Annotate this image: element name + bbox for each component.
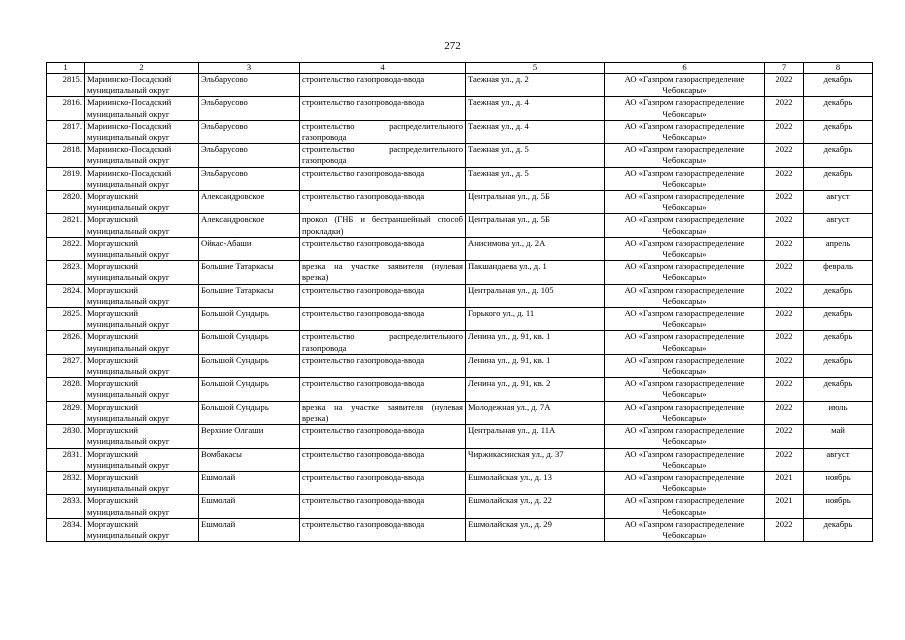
row-number-cell: 2833.	[47, 495, 85, 518]
work-type-cell: строительство газопровода-ввода	[300, 191, 466, 214]
district-cell: Моргаушский муниципальный округ	[85, 331, 199, 354]
table-row	[47, 331, 873, 354]
month-cell: май	[804, 425, 873, 448]
col-header-5: 5	[466, 63, 605, 74]
year-cell: 2022	[765, 378, 804, 401]
table-row	[47, 518, 873, 541]
col-header-3: 3	[199, 63, 300, 74]
table-row	[47, 401, 873, 424]
district-cell: Моргаушский муниципальный округ	[85, 237, 199, 260]
year-cell: 2022	[765, 120, 804, 143]
table-row	[47, 425, 873, 448]
address-cell: Пакшандаева ул., д. 1	[466, 261, 605, 284]
settlement-cell: Эльбарусово	[199, 74, 300, 97]
row-number-cell: 2830.	[47, 425, 85, 448]
organization-cell: АО «Газпром газораспределение Чебоксары»	[605, 284, 765, 307]
year-cell: 2022	[765, 167, 804, 190]
table-row	[47, 191, 873, 214]
table-row	[47, 284, 873, 307]
work-type-cell: строительство газопровода-ввода	[300, 237, 466, 260]
district-cell: Моргаушский муниципальный округ	[85, 284, 199, 307]
address-cell: Чиржикасинская ул., д. 37	[466, 448, 605, 471]
row-number-cell: 2828.	[47, 378, 85, 401]
month-cell: декабрь	[804, 308, 873, 331]
month-cell: декабрь	[804, 331, 873, 354]
header-row	[47, 63, 873, 74]
year-cell: 2022	[765, 284, 804, 307]
col-header-7: 7	[765, 63, 804, 74]
settlement-cell: Большой Сундырь	[199, 308, 300, 331]
organization-cell: АО «Газпром газораспределение Чебоксары»	[605, 97, 765, 120]
district-cell: Мариинско-Посадский муниципальный округ	[85, 144, 199, 167]
year-cell: 2021	[765, 471, 804, 494]
settlement-cell: Ешмолай	[199, 471, 300, 494]
row-number-cell: 2826.	[47, 331, 85, 354]
organization-cell: АО «Газпром газораспределение Чебоксары»	[605, 214, 765, 237]
row-number-cell: 2816.	[47, 97, 85, 120]
table-row	[47, 378, 873, 401]
settlement-cell: Вомбакасы	[199, 448, 300, 471]
work-type-cell: строительство распределительного газопровода	[300, 120, 466, 143]
row-number-cell: 2832.	[47, 471, 85, 494]
settlement-cell: Ойкас-Абаши	[199, 237, 300, 260]
month-cell: август	[804, 448, 873, 471]
organization-cell: АО «Газпром газораспределение Чебоксары»	[605, 378, 765, 401]
table-header	[47, 63, 873, 74]
district-cell: Моргаушский муниципальный округ	[85, 214, 199, 237]
address-cell: Ленина ул., д. 91, кв. 2	[466, 378, 605, 401]
district-cell: Мариинско-Посадский муниципальный округ	[85, 97, 199, 120]
settlement-cell: Ешмолай	[199, 495, 300, 518]
organization-cell: АО «Газпром газораспределение Чебоксары»	[605, 425, 765, 448]
month-cell: ноябрь	[804, 471, 873, 494]
address-cell: Ешмолайская ул., д. 29	[466, 518, 605, 541]
year-cell: 2022	[765, 401, 804, 424]
table-row	[47, 261, 873, 284]
work-type-cell: строительство газопровода-ввода	[300, 425, 466, 448]
year-cell: 2022	[765, 74, 804, 97]
row-number-cell: 2820.	[47, 191, 85, 214]
work-type-cell: строительство газопровода-ввода	[300, 495, 466, 518]
address-cell: Центральная ул., д. 105	[466, 284, 605, 307]
month-cell: декабрь	[804, 167, 873, 190]
work-type-cell: строительство газопровода-ввода	[300, 448, 466, 471]
row-number-cell: 2827.	[47, 354, 85, 377]
address-cell: Таежная ул., д. 5	[466, 144, 605, 167]
settlement-cell: Александровское	[199, 214, 300, 237]
settlement-cell: Большой Сундырь	[199, 331, 300, 354]
year-cell: 2022	[765, 191, 804, 214]
year-cell: 2022	[765, 331, 804, 354]
organization-cell: АО «Газпром газораспределение Чебоксары»	[605, 261, 765, 284]
work-type-cell: врезка на участке заявителя (нулевая врезка)	[300, 261, 466, 284]
district-cell: Моргаушский муниципальный округ	[85, 518, 199, 541]
address-cell: Анисимова ул., д. 2А	[466, 237, 605, 260]
table-row	[47, 237, 873, 260]
work-type-cell: строительство газопровода-ввода	[300, 167, 466, 190]
year-cell: 2021	[765, 495, 804, 518]
district-cell: Моргаушский муниципальный округ	[85, 425, 199, 448]
col-header-1: 1	[47, 63, 85, 74]
row-number-cell: 2823.	[47, 261, 85, 284]
district-cell: Моргаушский муниципальный округ	[85, 354, 199, 377]
col-header-6: 6	[605, 63, 765, 74]
month-cell: апрель	[804, 237, 873, 260]
address-cell: Горького ул., д. 11	[466, 308, 605, 331]
organization-cell: АО «Газпром газораспределение Чебоксары»	[605, 354, 765, 377]
organization-cell: АО «Газпром газораспределение Чебоксары»	[605, 401, 765, 424]
address-cell: Ленина ул., д. 91, кв. 1	[466, 354, 605, 377]
settlement-cell: Ешмолай	[199, 518, 300, 541]
settlement-cell: Большие Татаркасы	[199, 261, 300, 284]
district-cell: Моргаушский муниципальный округ	[85, 191, 199, 214]
address-cell: Таежная ул., д. 4	[466, 97, 605, 120]
address-cell: Ешмолайская ул., д. 22	[466, 495, 605, 518]
table-row	[47, 144, 873, 167]
settlement-cell: Большой Сундырь	[199, 354, 300, 377]
table-row	[47, 354, 873, 377]
month-cell: декабрь	[804, 97, 873, 120]
month-cell: декабрь	[804, 284, 873, 307]
table-row	[47, 214, 873, 237]
district-cell: Моргаушский муниципальный округ	[85, 261, 199, 284]
row-number-cell: 2817.	[47, 120, 85, 143]
work-type-cell: строительство газопровода-ввода	[300, 354, 466, 377]
work-type-cell: прокол (ГНБ и бестраншейный способ прокладки)	[300, 214, 466, 237]
row-number-cell: 2815.	[47, 74, 85, 97]
district-cell: Моргаушский муниципальный округ	[85, 401, 199, 424]
row-number-cell: 2831.	[47, 448, 85, 471]
row-number-cell: 2822.	[47, 237, 85, 260]
district-cell: Моргаушский муниципальный округ	[85, 471, 199, 494]
year-cell: 2022	[765, 97, 804, 120]
organization-cell: АО «Газпром газораспределение Чебоксары»	[605, 448, 765, 471]
work-type-cell: строительство газопровода-ввода	[300, 74, 466, 97]
settlement-cell: Верхние Олгаши	[199, 425, 300, 448]
table-row	[47, 120, 873, 143]
settlement-cell: Эльбарусово	[199, 144, 300, 167]
year-cell: 2022	[765, 448, 804, 471]
month-cell: ноябрь	[804, 495, 873, 518]
year-cell: 2022	[765, 354, 804, 377]
organization-cell: АО «Газпром газораспределение Чебоксары»	[605, 308, 765, 331]
district-cell: Мариинско-Посадский муниципальный округ	[85, 167, 199, 190]
work-type-cell: врезка на участке заявителя (нулевая врезка)	[300, 401, 466, 424]
work-type-cell: строительство распределительного газопровода	[300, 144, 466, 167]
year-cell: 2022	[765, 425, 804, 448]
work-type-cell: строительство газопровода-ввода	[300, 308, 466, 331]
page-number: 272	[444, 40, 461, 52]
work-type-cell: строительство газопровода-ввода	[300, 97, 466, 120]
work-type-cell: строительство газопровода-ввода	[300, 284, 466, 307]
month-cell: декабрь	[804, 378, 873, 401]
organization-cell: АО «Газпром газораспределение Чебоксары»	[605, 495, 765, 518]
address-cell: Центральная ул., д. 5Б	[466, 191, 605, 214]
row-number-cell: 2829.	[47, 401, 85, 424]
table-row	[47, 167, 873, 190]
month-cell: декабрь	[804, 354, 873, 377]
work-type-cell: строительство газопровода-ввода	[300, 471, 466, 494]
table-row	[47, 74, 873, 97]
address-cell: Таежная ул., д. 5	[466, 167, 605, 190]
district-cell: Моргаушский муниципальный округ	[85, 448, 199, 471]
year-cell: 2022	[765, 144, 804, 167]
row-number-cell: 2825.	[47, 308, 85, 331]
address-cell: Молодежная ул., д. 7А	[466, 401, 605, 424]
organization-cell: АО «Газпром газораспределение Чебоксары»	[605, 331, 765, 354]
month-cell: февраль	[804, 261, 873, 284]
table-body	[47, 74, 873, 542]
table-row	[47, 97, 873, 120]
row-number-cell: 2824.	[47, 284, 85, 307]
address-cell: Центральная ул., д. 5Б	[466, 214, 605, 237]
year-cell: 2022	[765, 518, 804, 541]
organization-cell: АО «Газпром газораспределение Чебоксары»	[605, 518, 765, 541]
table-row	[47, 495, 873, 518]
organization-cell: АО «Газпром газораспределение Чебоксары»	[605, 471, 765, 494]
col-header-4: 4	[300, 63, 466, 74]
year-cell: 2022	[765, 261, 804, 284]
col-header-8: 8	[804, 63, 873, 74]
district-cell: Моргаушский муниципальный округ	[85, 378, 199, 401]
settlement-cell: Большой Сундырь	[199, 401, 300, 424]
settlement-cell: Большие Татаркасы	[199, 284, 300, 307]
address-cell: Таежная ул., д. 4	[466, 120, 605, 143]
month-cell: декабрь	[804, 120, 873, 143]
organization-cell: АО «Газпром газораспределение Чебоксары»	[605, 74, 765, 97]
month-cell: декабрь	[804, 518, 873, 541]
registry-table	[46, 62, 873, 542]
settlement-cell: Большой Сундырь	[199, 378, 300, 401]
work-type-cell: строительство газопровода-ввода	[300, 518, 466, 541]
year-cell: 2022	[765, 237, 804, 260]
month-cell: декабрь	[804, 74, 873, 97]
address-cell: Ленина ул., д. 91, кв. 1	[466, 331, 605, 354]
work-type-cell: строительство газопровода-ввода	[300, 378, 466, 401]
district-cell: Мариинско-Посадский муниципальный округ	[85, 74, 199, 97]
organization-cell: АО «Газпром газораспределение Чебоксары»	[605, 144, 765, 167]
address-cell: Таежная ул., д. 2	[466, 74, 605, 97]
table-row	[47, 448, 873, 471]
row-number-cell: 2821.	[47, 214, 85, 237]
settlement-cell: Эльбарусово	[199, 97, 300, 120]
row-number-cell: 2834.	[47, 518, 85, 541]
table-row	[47, 471, 873, 494]
month-cell: июль	[804, 401, 873, 424]
month-cell: август	[804, 191, 873, 214]
month-cell: август	[804, 214, 873, 237]
col-header-2: 2	[85, 63, 199, 74]
organization-cell: АО «Газпром газораспределение Чебоксары»	[605, 191, 765, 214]
work-type-cell: строительство распределительного газопровода	[300, 331, 466, 354]
settlement-cell: Александровское	[199, 191, 300, 214]
settlement-cell: Эльбарусово	[199, 120, 300, 143]
district-cell: Моргаушский муниципальный округ	[85, 308, 199, 331]
district-cell: Мариинско-Посадский муниципальный округ	[85, 120, 199, 143]
year-cell: 2022	[765, 214, 804, 237]
district-cell: Моргаушский муниципальный округ	[85, 495, 199, 518]
organization-cell: АО «Газпром газораспределение Чебоксары»	[605, 167, 765, 190]
month-cell: декабрь	[804, 144, 873, 167]
year-cell: 2022	[765, 308, 804, 331]
address-cell: Ешмолайская ул., д. 13	[466, 471, 605, 494]
address-cell: Центральная ул., д. 11А	[466, 425, 605, 448]
row-number-cell: 2818.	[47, 144, 85, 167]
row-number-cell: 2819.	[47, 167, 85, 190]
table-row	[47, 308, 873, 331]
organization-cell: АО «Газпром газораспределение Чебоксары»	[605, 120, 765, 143]
settlement-cell: Эльбарусово	[199, 167, 300, 190]
organization-cell: АО «Газпром газораспределение Чебоксары»	[605, 237, 765, 260]
